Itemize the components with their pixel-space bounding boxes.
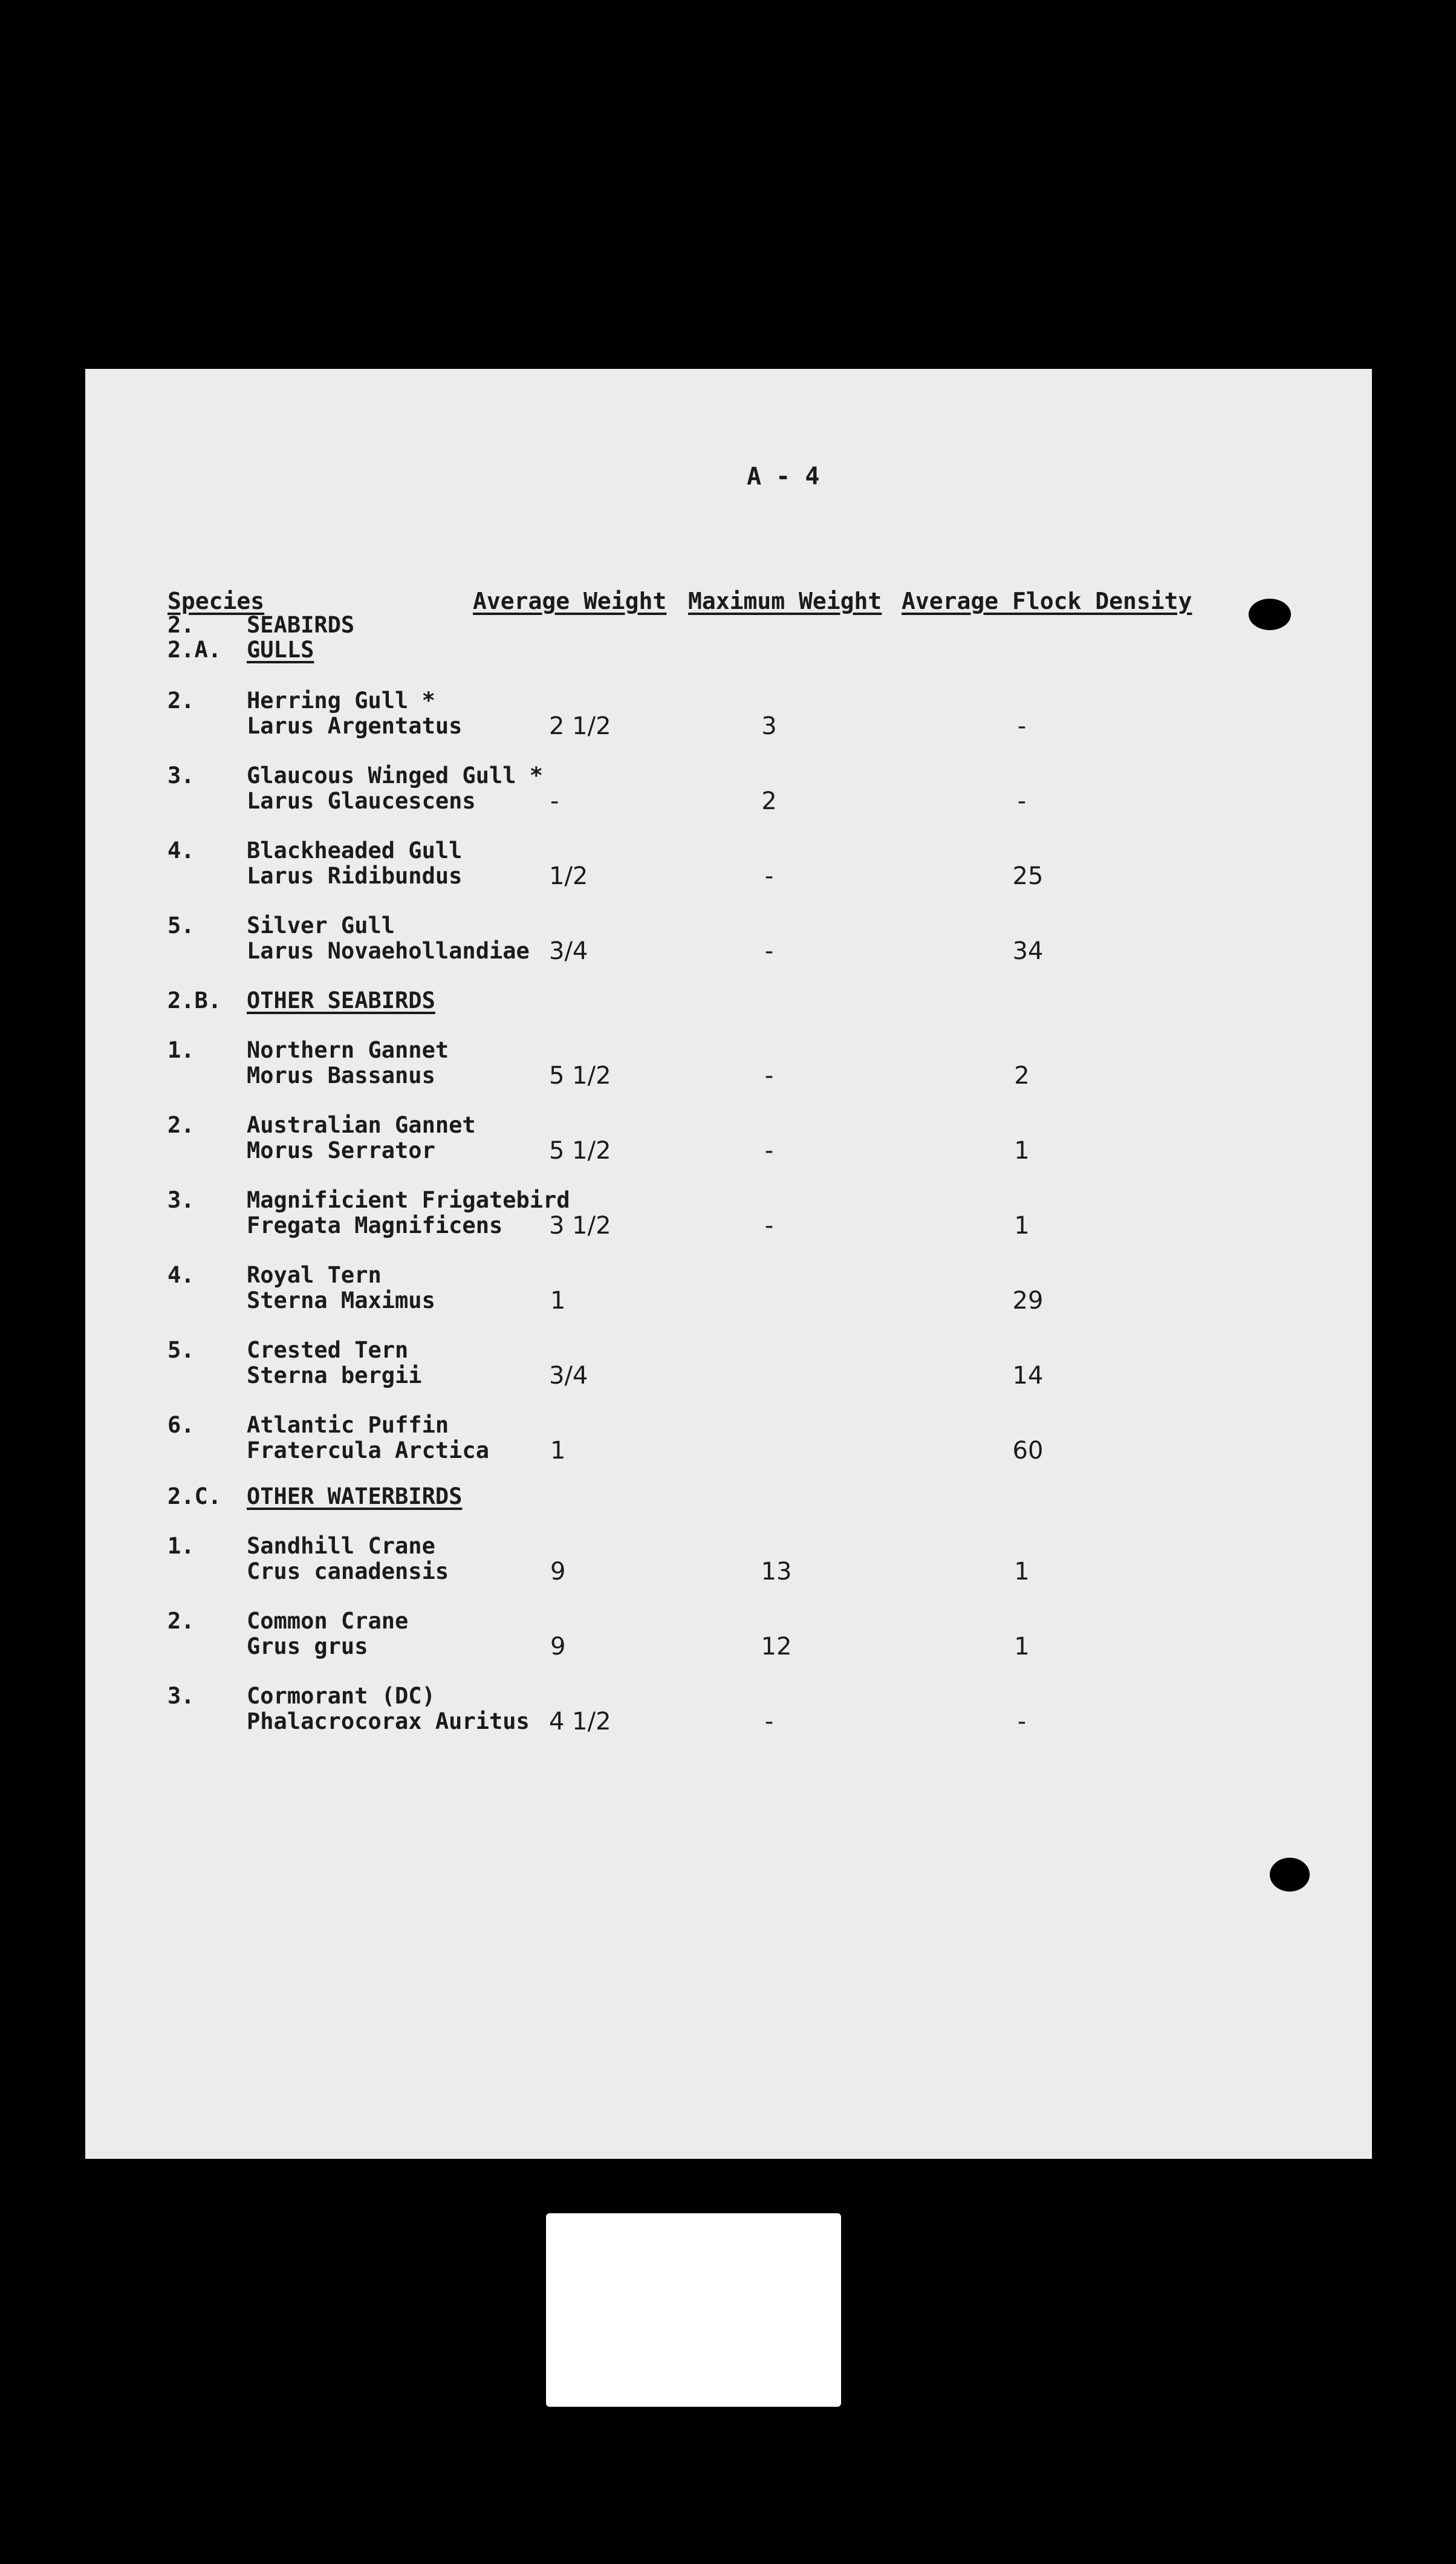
- common-name: Australian Gannet: [247, 1112, 476, 1138]
- section-title: OTHER SEABIRDS: [247, 988, 435, 1014]
- common-name: Common Crane: [247, 1608, 409, 1634]
- section-number: 2.B.: [167, 988, 222, 1014]
- entry-number: 3.: [167, 1187, 195, 1213]
- maximum-weight-value: -: [764, 862, 774, 890]
- punch-hole-mark: [1249, 599, 1291, 630]
- latin-name: Morus Serrator: [247, 1137, 435, 1163]
- average-weight-header: Average Weight: [473, 588, 667, 614]
- flock-density-value: 1: [1014, 1558, 1030, 1586]
- latin-name: Grus grus: [247, 1633, 368, 1659]
- average-weight-value: -: [550, 787, 559, 815]
- latin-name: Larus Ridibundus: [247, 863, 463, 889]
- flock-density-value: -: [1017, 787, 1027, 815]
- flock-density-value: 60: [1012, 1437, 1044, 1465]
- maximum-weight-header: Maximum Weight: [688, 588, 882, 614]
- average-weight-value: 5 1/2: [549, 1062, 611, 1090]
- latin-name: Larus Glaucescens: [247, 788, 476, 814]
- flock-density-value: 1: [1014, 1212, 1030, 1240]
- section-title: GULLS: [247, 637, 314, 663]
- entry-number: 1.: [167, 1533, 195, 1559]
- average-weight-value: 5 1/2: [549, 1137, 611, 1165]
- section-number: 2.A.: [167, 637, 222, 663]
- common-name: Blackheaded Gull: [247, 838, 463, 864]
- flock-density-value: 1: [1014, 1137, 1030, 1165]
- maximum-weight-value: 13: [761, 1558, 792, 1586]
- average-flock-density-header: Average Flock Density: [902, 588, 1192, 614]
- common-name: Magnificient Frigatebird: [247, 1187, 570, 1213]
- entry-number: 3.: [167, 1683, 195, 1709]
- section-number: 2.C.: [167, 1483, 222, 1509]
- latin-name: Phalacrocorax Auritus: [247, 1708, 530, 1734]
- entry-number: 4.: [167, 838, 195, 864]
- common-name: Sandhill Crane: [247, 1533, 435, 1559]
- common-name: Crested Tern: [247, 1337, 409, 1363]
- average-weight-value: 9: [550, 1558, 566, 1586]
- entry-number: 5.: [167, 913, 195, 939]
- maximum-weight-value: -: [764, 1137, 774, 1165]
- species-header: Species: [167, 588, 265, 614]
- average-weight-value: 1: [550, 1437, 566, 1465]
- flock-density-value: -: [1017, 1708, 1027, 1736]
- entry-number: 2.: [167, 688, 195, 714]
- common-name: Northern Gannet: [247, 1037, 449, 1063]
- flock-density-value: 14: [1012, 1362, 1044, 1390]
- latin-name: Crus canadensis: [247, 1558, 449, 1584]
- average-weight-value: 3/4: [549, 937, 588, 965]
- entry-number: 6.: [167, 1412, 195, 1438]
- average-weight-value: 1: [550, 1287, 566, 1315]
- entry-number: 4.: [167, 1262, 195, 1288]
- common-name: Cormorant (DC): [247, 1683, 435, 1709]
- flock-density-value: 34: [1012, 937, 1044, 965]
- page-number: A - 4: [747, 463, 820, 490]
- flock-density-value: 25: [1012, 862, 1044, 890]
- maximum-weight-value: -: [764, 1062, 774, 1090]
- maximum-weight-value: 3: [761, 712, 777, 740]
- maximum-weight-value: 2: [761, 787, 777, 815]
- entry-number: 1.: [167, 1037, 195, 1063]
- entry-number: 5.: [167, 1337, 195, 1363]
- common-name: Herring Gull *: [247, 688, 435, 714]
- maximum-weight-value: -: [764, 1212, 774, 1240]
- average-weight-value: 3/4: [549, 1362, 588, 1390]
- flock-density-value: 29: [1012, 1287, 1044, 1315]
- entry-number: 2.: [167, 1112, 195, 1138]
- latin-name: Sterna Maximus: [247, 1287, 435, 1313]
- average-weight-value: 2 1/2: [549, 712, 611, 740]
- section-title: OTHER WATERBIRDS: [247, 1483, 463, 1509]
- average-weight-value: 9: [550, 1633, 566, 1661]
- latin-name: Larus Argentatus: [247, 713, 463, 739]
- blank-label-card: [546, 2213, 841, 2407]
- latin-name: Sterna bergii: [247, 1362, 422, 1388]
- maximum-weight-value: -: [764, 1708, 774, 1736]
- average-weight-value: 3 1/2: [549, 1212, 611, 1240]
- average-weight-value: 1/2: [549, 862, 588, 890]
- latin-name: Fratercula Arctica: [247, 1437, 489, 1463]
- common-name: Glaucous Winged Gull *: [247, 763, 544, 789]
- section-title: SEABIRDS: [247, 612, 355, 638]
- latin-name: Fregata Magnificens: [247, 1212, 503, 1238]
- flock-density-value: 1: [1014, 1633, 1030, 1661]
- section-number: 2.: [167, 612, 195, 638]
- common-name: Atlantic Puffin: [247, 1412, 449, 1438]
- common-name: Royal Tern: [247, 1262, 382, 1288]
- entry-number: 2.: [167, 1608, 195, 1634]
- flock-density-value: -: [1017, 712, 1027, 740]
- maximum-weight-value: -: [764, 937, 774, 965]
- common-name: Silver Gull: [247, 913, 395, 939]
- maximum-weight-value: 12: [761, 1633, 792, 1661]
- flock-density-value: 2: [1014, 1062, 1030, 1090]
- entry-number: 3.: [167, 763, 195, 789]
- latin-name: Morus Bassanus: [247, 1062, 435, 1088]
- punch-hole-mark: [1270, 1858, 1310, 1892]
- latin-name: Larus Novaehollandiae: [247, 938, 530, 964]
- average-weight-value: 4 1/2: [549, 1708, 611, 1736]
